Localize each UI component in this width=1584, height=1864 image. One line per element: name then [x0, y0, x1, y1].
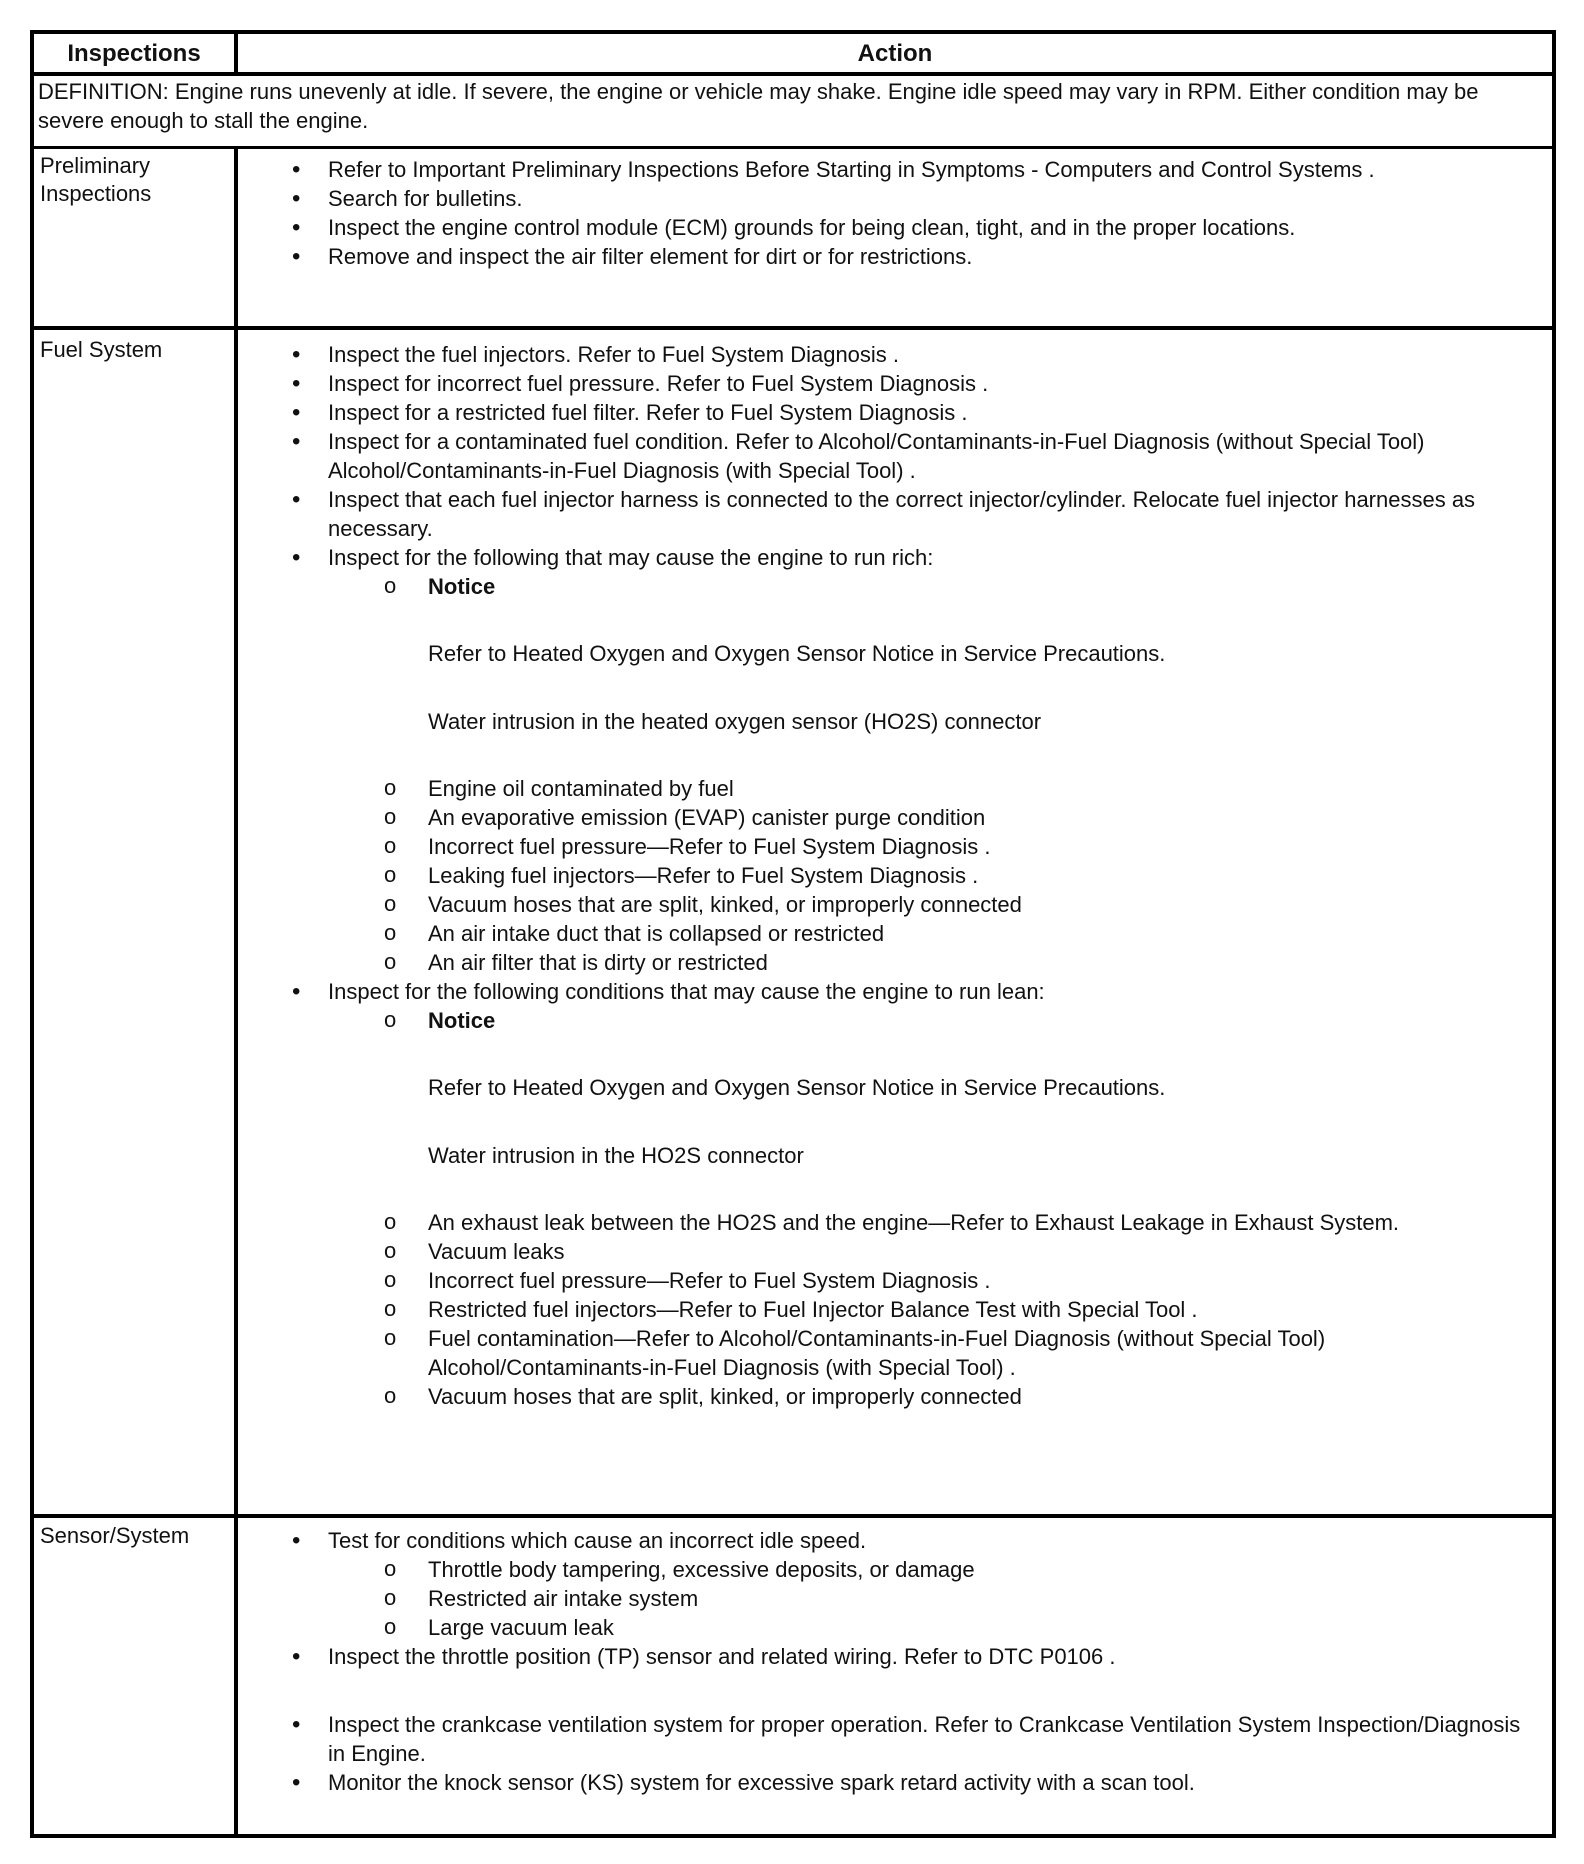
notice-text: Refer to Heated Oxygen and Oxygen Sensor Notice in Service Precautions.	[428, 1075, 1166, 1100]
rich-sublist	[328, 572, 1542, 977]
sub-item: o Engine oil contaminated by fuel	[328, 774, 1542, 803]
fuel-system-list	[238, 340, 1542, 1411]
list-item: • Inspect the engine control module (ECM) grounds for being clean, tight, and in the proper locations.	[238, 213, 1542, 242]
sub-item: o Fuel contamination—Refer to Alcohol/Contaminants-in-Fuel Diagnosis (without Special Tool) Alcohol/Contaminants-in-Fuel Diagnosis (with Special Tool) .	[328, 1324, 1542, 1382]
notice-sub: Water intrusion in the heated oxygen sensor (HO2S) connector	[428, 709, 1042, 734]
notice-sub: Water intrusion in the HO2S connector	[428, 1143, 804, 1168]
sub-item: o An exhaust leak between the HO2S and the engine—Refer to Exhaust Leakage in Exhaust System.	[328, 1208, 1542, 1237]
sub-item: o Leaking fuel injectors—Refer to Fuel System Diagnosis .	[328, 861, 1542, 890]
sub-item-notice	[328, 1006, 1542, 1170]
list-item-lean	[238, 977, 1542, 1411]
notice-text: Refer to Heated Oxygen and Oxygen Sensor Notice in Service Precautions.	[428, 641, 1166, 666]
definition-text: DEFINITION: Engine runs unevenly at idle. If severe, the engine or vehicle may shake. Engine idle speed may vary in RPM. Either condition may be severe enough to stall the engine.	[38, 79, 1479, 133]
notice-title: Notice	[428, 1008, 496, 1033]
list-item: • Inspect for a restricted fuel filter. Refer to Fuel System Diagnosis .	[238, 398, 1542, 427]
list-item: • Monitor the knock sensor (KS) system for excessive spark retard activity with a scan tool.	[238, 1768, 1542, 1797]
sub-item-notice	[328, 572, 1542, 736]
idle-speed-sublist	[328, 1555, 1542, 1642]
row-label-fuel-system: Fuel System	[40, 337, 163, 362]
notice-title: Notice	[428, 574, 496, 599]
sub-item: o Vacuum hoses that are split, kinked, or improperly connected	[328, 890, 1542, 919]
header-inspections: Inspections	[67, 40, 201, 67]
list-item: • Inspect for incorrect fuel pressure. Refer to Fuel System Diagnosis .	[238, 369, 1542, 398]
definition-divider	[34, 146, 1552, 149]
fuel-system-divider	[34, 1514, 1552, 1518]
header-column-divider	[234, 34, 238, 72]
list-item: • Search for bulletins.	[238, 184, 1542, 213]
inspection-table	[30, 30, 1556, 1838]
row-label-preliminary: Preliminary Inspections	[40, 153, 152, 206]
list-item	[238, 1526, 1542, 1642]
list-item: • Inspect the fuel injectors. Refer to Fuel System Diagnosis .	[238, 340, 1542, 369]
sub-item: o Incorrect fuel pressure—Refer to Fuel System Diagnosis .	[328, 832, 1542, 861]
spacer	[238, 1671, 1542, 1710]
sub-item: o Large vacuum leak	[328, 1613, 1542, 1642]
sub-item: o Throttle body tampering, excessive deposits, or damage	[328, 1555, 1542, 1584]
sub-item: o Vacuum hoses that are split, kinked, or improperly connected	[328, 1382, 1542, 1411]
sub-item: o An evaporative emission (EVAP) canister purge condition	[328, 803, 1542, 832]
sub-item: o Restricted air intake system	[328, 1584, 1542, 1613]
header-action: Action	[857, 40, 933, 67]
sub-item: o Incorrect fuel pressure—Refer to Fuel System Diagnosis .	[328, 1266, 1542, 1295]
sub-item: o Vacuum leaks	[328, 1237, 1542, 1266]
preliminary-divider	[34, 326, 1552, 330]
list-item-rich	[238, 543, 1542, 977]
item-text: Test for conditions which cause an incorrect idle speed.	[328, 1528, 867, 1553]
list-item: • Inspect for a contaminated fuel condition. Refer to Alcohol/Contaminants-in-Fuel Diagnosis (without Special Tool) Alcohol/Contaminants-in-Fuel Diagnosis (with Special Tool) .	[238, 427, 1542, 485]
list-item: • Remove and inspect the air filter element for dirt or for restrictions.	[238, 242, 1542, 271]
header-divider	[34, 72, 1552, 76]
list-item: • Refer to Important Preliminary Inspections Before Starting in Symptoms - Computers and Control Systems .	[238, 155, 1542, 184]
rich-intro: Inspect for the following that may cause the engine to run rich:	[328, 545, 934, 570]
lean-intro: Inspect for the following conditions that may cause the engine to run lean:	[328, 979, 1045, 1004]
sub-item: o An air intake duct that is collapsed or restricted	[328, 919, 1542, 948]
row-label-sensor-system: Sensor/System	[40, 1523, 190, 1548]
preliminary-list	[238, 155, 1542, 271]
lean-sublist	[328, 1006, 1542, 1411]
list-item: • Inspect that each fuel injector harness is connected to the correct injector/cylinder. Relocate fuel injector harnesses as necessary.	[238, 485, 1542, 543]
sub-item: o Restricted fuel injectors—Refer to Fuel Injector Balance Test with Special Tool .	[328, 1295, 1542, 1324]
list-item: • Inspect the crankcase ventilation system for proper operation. Refer to Crankcase Ventilation System Inspection/Diagnosis in Engine.	[238, 1710, 1542, 1768]
sub-item: o An air filter that is dirty or restricted	[328, 948, 1542, 977]
sensor-system-list	[238, 1526, 1542, 1797]
list-item: • Inspect the throttle position (TP) sensor and related wiring. Refer to DTC P0106 .	[238, 1642, 1542, 1671]
